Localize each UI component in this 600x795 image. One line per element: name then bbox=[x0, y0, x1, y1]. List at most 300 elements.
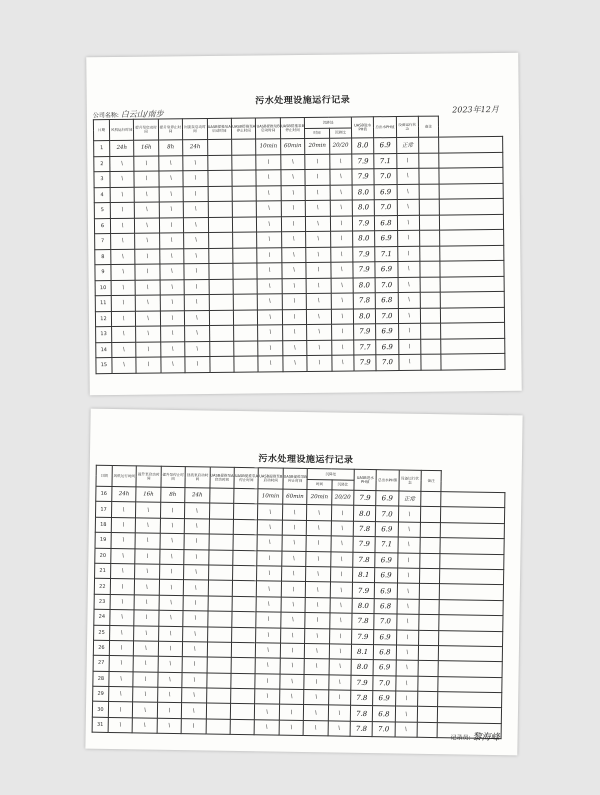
day-cell: 18 bbox=[95, 517, 111, 533]
table-cell bbox=[440, 260, 504, 276]
table-cell: \ bbox=[395, 676, 418, 692]
table-cell: \ bbox=[279, 720, 304, 736]
table-cell bbox=[232, 170, 257, 186]
table-cell: \ bbox=[258, 504, 283, 520]
record-table-bottom bbox=[92, 465, 506, 740]
column-header: 沉降处 bbox=[305, 117, 352, 128]
table-cell: \ bbox=[328, 690, 351, 706]
table-cell: \ bbox=[136, 518, 161, 534]
day-cell: 1 bbox=[94, 141, 110, 157]
table-cell: 7.0 bbox=[376, 308, 398, 324]
table-cell: \ bbox=[328, 721, 351, 737]
table-cell: \ bbox=[280, 643, 305, 659]
table-cell bbox=[209, 279, 234, 295]
table-cell bbox=[231, 688, 256, 704]
table-cell: \ bbox=[257, 581, 282, 597]
column-header: 设备运行状态 bbox=[399, 470, 422, 491]
table-cell: 6.9 bbox=[376, 521, 399, 537]
table-cell: 8.0 bbox=[352, 200, 374, 216]
record-sheet-top bbox=[86, 53, 522, 396]
table-cell: \ bbox=[183, 171, 208, 187]
table-cell: \ bbox=[397, 599, 420, 615]
table-cell: 6.8 bbox=[374, 645, 397, 661]
table-cell: \ bbox=[183, 595, 208, 611]
table-cell: \ bbox=[397, 246, 419, 262]
table-cell: 60min bbox=[280, 138, 305, 154]
table-cell: 7.1 bbox=[375, 537, 398, 553]
table-cell bbox=[439, 615, 503, 631]
table-cell bbox=[420, 261, 440, 277]
table-cell: \ bbox=[280, 628, 305, 644]
table-cell: \ bbox=[330, 231, 352, 247]
table-cell: \ bbox=[110, 610, 135, 626]
table-cell: \ bbox=[108, 717, 133, 733]
table-cell: \ bbox=[135, 202, 160, 218]
table-cell bbox=[440, 307, 504, 323]
column-header: UASB提推泵A停止时间 bbox=[234, 467, 259, 488]
table-cell: \ bbox=[159, 564, 184, 580]
table-cell: \ bbox=[331, 262, 353, 278]
table-cell bbox=[441, 353, 505, 369]
table-cell: \ bbox=[136, 357, 161, 373]
table-cell: \ bbox=[306, 262, 331, 278]
table-cell bbox=[418, 645, 438, 661]
table-cell bbox=[421, 354, 441, 370]
column-header: 总出水PH值 bbox=[374, 117, 397, 138]
column-header: 备注 bbox=[418, 116, 438, 137]
table-cell bbox=[230, 719, 255, 735]
table-cell bbox=[418, 630, 438, 646]
table-cell: \ bbox=[283, 355, 308, 371]
table-cell bbox=[233, 232, 258, 248]
day-cell: 8 bbox=[95, 249, 111, 265]
table-cell: \ bbox=[305, 597, 330, 613]
day-cell: 30 bbox=[92, 702, 108, 718]
table-cell: \ bbox=[109, 640, 134, 656]
table-cell: \ bbox=[398, 277, 420, 293]
table-cell: \ bbox=[160, 503, 185, 519]
table-cell bbox=[419, 199, 439, 215]
table-cell bbox=[233, 294, 258, 310]
table-cell: 6.9 bbox=[375, 568, 398, 584]
table-cell: \ bbox=[256, 643, 281, 659]
table-cell bbox=[233, 263, 258, 279]
column-header: UASB提推泵B停止时间 bbox=[283, 468, 308, 489]
table-cell: 7.8 bbox=[350, 706, 373, 722]
sheet-title: 污水处理设施运行记录 bbox=[255, 95, 351, 107]
table-cell: \ bbox=[135, 249, 160, 265]
day-cell: 25 bbox=[94, 625, 110, 641]
table-cell: 8h bbox=[158, 140, 183, 156]
table-cell: \ bbox=[184, 233, 209, 249]
table-cell bbox=[438, 646, 502, 662]
table-cell bbox=[208, 217, 233, 233]
table-cell: \ bbox=[281, 231, 306, 247]
table-cell bbox=[438, 676, 502, 692]
table-cell: \ bbox=[305, 628, 330, 644]
table-cell: \ bbox=[257, 185, 282, 201]
table-cell: \ bbox=[185, 503, 210, 519]
table-cell: \ bbox=[397, 215, 419, 231]
table-cell: \ bbox=[159, 155, 184, 171]
column-header: 提升泵停止时间 bbox=[161, 466, 186, 487]
table-cell: \ bbox=[182, 688, 207, 704]
table-cell: \ bbox=[160, 248, 185, 264]
table-cell: \ bbox=[257, 550, 282, 566]
column-header: UASB提推泵A启动时间 bbox=[210, 467, 235, 488]
table-cell: \ bbox=[160, 310, 185, 326]
table-cell bbox=[234, 488, 259, 504]
table-cell bbox=[233, 247, 258, 263]
table-cell bbox=[209, 503, 234, 519]
table-cell: \ bbox=[331, 521, 354, 537]
table-cell: 6.9 bbox=[374, 138, 396, 154]
table-cell: \ bbox=[282, 520, 307, 536]
table-cell bbox=[437, 707, 501, 723]
table-cell: \ bbox=[112, 342, 137, 358]
column-header: 提升泵启动时间 bbox=[134, 119, 159, 140]
table-cell: \ bbox=[281, 200, 306, 216]
table-cell bbox=[209, 263, 234, 279]
table-cell: \ bbox=[304, 659, 329, 675]
table-cell bbox=[417, 707, 437, 723]
table-cell: \ bbox=[255, 720, 280, 736]
table-cell: \ bbox=[134, 625, 159, 641]
table-cell: 20min bbox=[307, 490, 332, 506]
table-cell: 7.0 bbox=[374, 169, 396, 185]
day-cell: 23 bbox=[94, 594, 110, 610]
table-cell: \ bbox=[184, 295, 209, 311]
table-cell: \ bbox=[258, 294, 283, 310]
day-cell: 13 bbox=[96, 327, 112, 343]
table-cell: \ bbox=[159, 217, 184, 233]
table-cell: 6.9 bbox=[373, 660, 396, 676]
table-cell: \ bbox=[108, 702, 133, 718]
table-cell: \ bbox=[307, 520, 332, 536]
table-cell bbox=[231, 642, 256, 658]
table-cell: \ bbox=[257, 247, 282, 263]
table-cell: \ bbox=[398, 537, 421, 553]
table-cell bbox=[441, 507, 505, 523]
table-cell bbox=[419, 230, 439, 246]
table-cell: \ bbox=[307, 355, 332, 371]
table-cell: \ bbox=[328, 705, 351, 721]
table-cell: \ bbox=[330, 184, 352, 200]
table-cell: \ bbox=[306, 200, 331, 216]
table-cell: \ bbox=[158, 657, 183, 673]
table-cell: \ bbox=[110, 202, 135, 218]
column-header: UASB提推泵B启动时间 bbox=[256, 118, 281, 139]
table-cell: \ bbox=[255, 704, 280, 720]
table-cell: \ bbox=[306, 582, 331, 598]
table-cell: \ bbox=[397, 199, 419, 215]
day-cell: 12 bbox=[95, 311, 111, 327]
table-cell: \ bbox=[112, 357, 137, 373]
table-cell: 8.0 bbox=[352, 138, 374, 154]
table-cell: \ bbox=[133, 702, 158, 718]
table-cell: \ bbox=[136, 342, 161, 358]
table-cell: 6.9 bbox=[376, 491, 399, 507]
table-cell: \ bbox=[111, 249, 136, 265]
table-cell: 6.9 bbox=[375, 583, 398, 599]
table-cell bbox=[440, 569, 504, 585]
table-cell bbox=[438, 661, 502, 677]
table-cell: \ bbox=[256, 627, 281, 643]
table-cell: 7.0 bbox=[374, 614, 397, 630]
table-cell bbox=[208, 596, 233, 612]
day-cell: 4 bbox=[94, 187, 110, 203]
table-cell: \ bbox=[132, 718, 157, 734]
table-cell: 8h bbox=[160, 487, 185, 503]
table-cell: \ bbox=[160, 264, 185, 280]
table-cell bbox=[439, 214, 503, 230]
table-cell: \ bbox=[159, 595, 184, 611]
table-cell: \ bbox=[306, 551, 331, 567]
column-header: 日期 bbox=[93, 120, 109, 141]
table-cell bbox=[232, 596, 257, 612]
column-header: UASB提推泵B启动时间 bbox=[258, 468, 283, 489]
table-cell: \ bbox=[258, 309, 283, 325]
table-cell: 7.9 bbox=[353, 262, 375, 278]
table-cell: \ bbox=[398, 261, 420, 277]
table-cell bbox=[419, 168, 439, 184]
table-cell: \ bbox=[160, 295, 185, 311]
table-cell: \ bbox=[136, 295, 161, 311]
table-cell: \ bbox=[305, 643, 330, 659]
table-cell: 正常 bbox=[398, 491, 421, 507]
table-cell: \ bbox=[184, 534, 209, 550]
table-cell: \ bbox=[184, 518, 209, 534]
table-cell: \ bbox=[306, 536, 331, 552]
table-cell: \ bbox=[398, 506, 421, 522]
table-cell: 7.9 bbox=[354, 490, 377, 506]
day-cell: 9 bbox=[95, 265, 111, 281]
table-cell: \ bbox=[257, 263, 282, 279]
table-cell: 7.1 bbox=[374, 153, 396, 169]
day-cell: 29 bbox=[93, 686, 109, 702]
table-cell: \ bbox=[329, 628, 352, 644]
table-cell: 10min bbox=[256, 139, 281, 155]
table-cell: \ bbox=[398, 323, 420, 339]
table-cell: \ bbox=[111, 295, 136, 311]
table-cell: 7.9 bbox=[352, 215, 374, 231]
table-cell bbox=[419, 137, 439, 153]
table-cell: 正常 bbox=[396, 137, 418, 153]
table-cell: \ bbox=[258, 520, 283, 536]
table-cell: 8.0 bbox=[353, 277, 375, 293]
table-cell: 24h bbox=[183, 140, 208, 156]
day-cell: 20 bbox=[95, 548, 111, 564]
table-cell: \ bbox=[134, 610, 159, 626]
table-cell: \ bbox=[397, 230, 419, 246]
company-value: 白云山/南步 bbox=[120, 109, 164, 119]
table-cell: \ bbox=[307, 324, 332, 340]
table-cell bbox=[206, 719, 231, 735]
column-header: 提升泵启动时间 bbox=[136, 466, 161, 487]
table-cell: \ bbox=[398, 292, 420, 308]
table-cell: 7.8 bbox=[353, 293, 375, 309]
day-cell: 3 bbox=[94, 172, 110, 188]
table-cell: \ bbox=[183, 186, 208, 202]
table-cell bbox=[439, 152, 503, 168]
table-cell bbox=[230, 704, 255, 720]
table-cell: \ bbox=[135, 264, 160, 280]
table-cell bbox=[420, 507, 440, 523]
table-cell bbox=[420, 553, 440, 569]
table-cell: \ bbox=[329, 659, 352, 675]
table-cell: 6.9 bbox=[373, 691, 396, 707]
table-cell: \ bbox=[258, 340, 283, 356]
table-cell: \ bbox=[281, 597, 306, 613]
table-cell: \ bbox=[282, 551, 307, 567]
day-cell: 19 bbox=[95, 532, 111, 548]
table-cell: \ bbox=[157, 718, 182, 734]
table-cell: \ bbox=[304, 690, 329, 706]
table-cell bbox=[206, 703, 231, 719]
day-cell: 24 bbox=[94, 609, 110, 625]
table-cell: \ bbox=[329, 153, 351, 169]
table-cell: \ bbox=[157, 687, 182, 703]
table-cell: 7.8 bbox=[353, 552, 376, 568]
table-cell bbox=[208, 565, 233, 581]
table-cell: \ bbox=[305, 613, 330, 629]
column-header: 回流泵启动时间 bbox=[185, 467, 210, 488]
table-cell bbox=[209, 310, 234, 326]
table-cell bbox=[420, 292, 440, 308]
table-cell bbox=[419, 584, 439, 600]
table-cell: \ bbox=[136, 326, 161, 342]
table-cell bbox=[206, 673, 231, 689]
table-cell bbox=[232, 581, 257, 597]
table-cell: \ bbox=[306, 247, 331, 263]
table-cell: 7.8 bbox=[353, 521, 376, 537]
table-cell bbox=[207, 139, 232, 155]
table-cell: \ bbox=[396, 153, 418, 169]
table-cell bbox=[440, 276, 504, 292]
table-cell: \ bbox=[330, 598, 353, 614]
day-cell: 26 bbox=[93, 640, 109, 656]
recorder bbox=[450, 729, 499, 743]
table-cell: \ bbox=[183, 202, 208, 218]
table-cell bbox=[421, 491, 441, 507]
table-cell bbox=[232, 216, 257, 232]
table-cell bbox=[441, 492, 505, 508]
table-cell bbox=[439, 136, 503, 152]
table-cell: \ bbox=[256, 170, 281, 186]
table-cell bbox=[232, 627, 257, 643]
table-cell bbox=[234, 325, 259, 341]
column-header: 沉降比 bbox=[329, 127, 351, 138]
table-cell: \ bbox=[160, 341, 185, 357]
table-cell: 8.0 bbox=[351, 660, 374, 676]
table-cell: \ bbox=[258, 325, 283, 341]
table-cell: \ bbox=[397, 568, 420, 584]
table-cell: 20/20 bbox=[331, 490, 354, 506]
table-cell: \ bbox=[281, 612, 306, 628]
table-cell: \ bbox=[184, 565, 209, 581]
table-cell bbox=[439, 198, 503, 214]
table-cell: \ bbox=[280, 674, 305, 690]
table-cell bbox=[232, 611, 257, 627]
column-header: UASB提推泵A启动时间 bbox=[207, 118, 232, 139]
table-cell: \ bbox=[159, 202, 184, 218]
table-cell: \ bbox=[158, 641, 183, 657]
table-cell: \ bbox=[135, 533, 160, 549]
table-cell bbox=[233, 565, 258, 581]
table-cell: 60min bbox=[283, 489, 308, 505]
table-cell bbox=[420, 537, 440, 553]
table-cell: \ bbox=[331, 308, 353, 324]
table-cell: \ bbox=[182, 703, 207, 719]
table-cell: \ bbox=[111, 502, 136, 518]
table-cell: \ bbox=[396, 629, 419, 645]
column-header: UASB进水PH值 bbox=[354, 469, 377, 490]
table-cell: \ bbox=[133, 672, 158, 688]
day-cell: 27 bbox=[93, 655, 109, 671]
table-cell: 6.8 bbox=[375, 215, 397, 231]
column-header: 沉降比 bbox=[332, 479, 354, 490]
table-cell: \ bbox=[257, 566, 282, 582]
table-cell bbox=[420, 323, 440, 339]
table-cell bbox=[233, 278, 258, 294]
day-cell: 22 bbox=[94, 579, 110, 595]
table-cell: \ bbox=[159, 186, 184, 202]
table-cell: \ bbox=[330, 215, 352, 231]
column-header: 沉降处 bbox=[307, 469, 354, 480]
table-cell: \ bbox=[397, 583, 420, 599]
table-cell: \ bbox=[182, 672, 207, 688]
table-cell: 6.9 bbox=[375, 231, 397, 247]
table-cell: \ bbox=[331, 339, 353, 355]
table-cell: \ bbox=[330, 551, 353, 567]
table-cell: \ bbox=[398, 354, 420, 370]
table-cell bbox=[232, 139, 257, 155]
table-cell: \ bbox=[110, 171, 135, 187]
table-cell: \ bbox=[397, 184, 419, 200]
table-cell: \ bbox=[133, 687, 158, 703]
column-header: 日期 bbox=[96, 465, 112, 486]
column-header: UASB提推泵B停止时间 bbox=[280, 117, 305, 138]
table-cell: \ bbox=[135, 579, 160, 595]
table-cell: \ bbox=[184, 248, 209, 264]
table-cell: \ bbox=[330, 169, 352, 185]
table-cell: 24h bbox=[185, 488, 210, 504]
table-cell: 20/20 bbox=[329, 138, 351, 154]
table-cell bbox=[209, 534, 234, 550]
table-cell: 8.0 bbox=[352, 598, 375, 614]
table-cell bbox=[232, 154, 257, 170]
table-cell: \ bbox=[160, 549, 185, 565]
column-header: UASB进水PH值 bbox=[351, 117, 374, 138]
table-cell: \ bbox=[160, 279, 185, 295]
table-cell: \ bbox=[256, 612, 281, 628]
table-cell bbox=[232, 201, 257, 217]
table-cell bbox=[207, 657, 232, 673]
table-cell bbox=[440, 538, 504, 554]
table-cell bbox=[209, 488, 234, 504]
table-cell: \ bbox=[283, 340, 308, 356]
table-cell bbox=[207, 627, 232, 643]
table-cell: 8.0 bbox=[353, 506, 376, 522]
table-cell: \ bbox=[258, 356, 283, 372]
table-cell bbox=[233, 309, 258, 325]
day-cell: 17 bbox=[95, 502, 111, 518]
table-cell: 6.8 bbox=[376, 293, 398, 309]
table-cell: \ bbox=[111, 517, 136, 533]
table-cell: \ bbox=[133, 656, 158, 672]
table-cell bbox=[208, 186, 233, 202]
table-cell: \ bbox=[258, 278, 283, 294]
